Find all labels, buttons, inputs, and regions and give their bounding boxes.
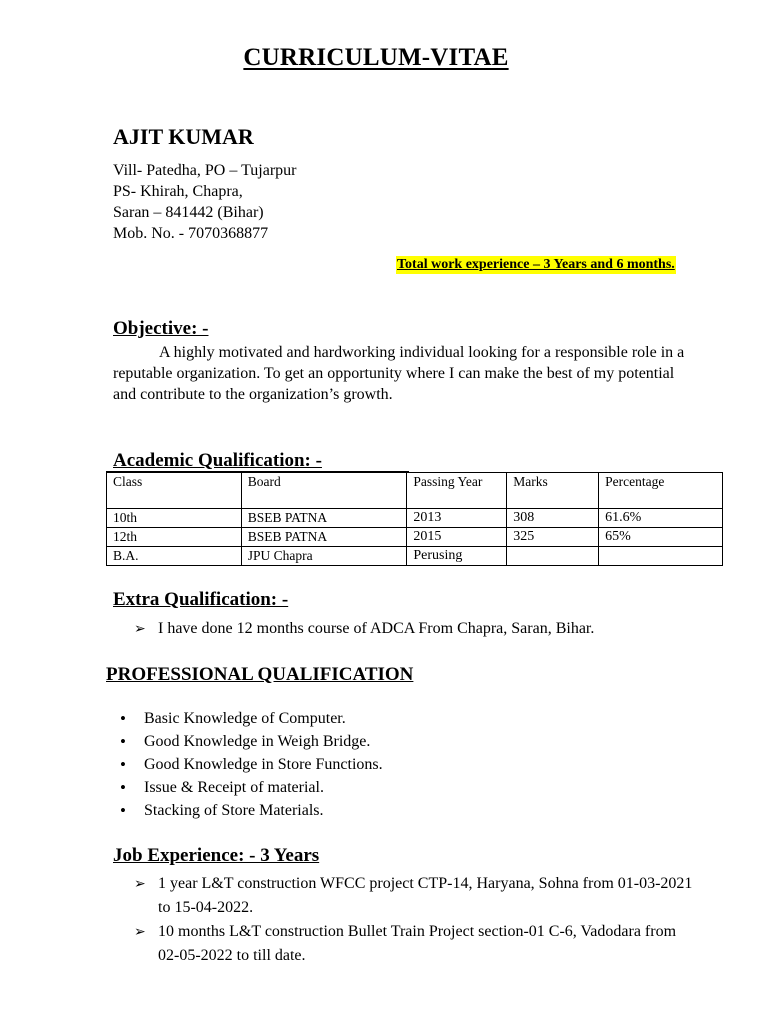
list-item: ➢ 10 months L&T construction Bullet Train Project section-01 C-6, Vadodara from 02-05-2022 to till date. — [134, 920, 694, 968]
table-header-cell: Marks — [507, 473, 599, 509]
extra-qualification-heading: Extra Qualification: - — [113, 589, 289, 610]
table-header-cell: Board — [241, 473, 407, 509]
candidate-name: AJIT KUMAR — [113, 124, 254, 149]
job-experience-list — [134, 872, 694, 968]
table-header-cell: Class — [107, 473, 242, 509]
document-title: CURRICULUM-VITAE — [243, 44, 509, 71]
table-cell — [507, 547, 599, 566]
list-item: • Good Knowledge in Store Functions. — [120, 753, 383, 776]
list-item: ➢ I have done 12 months course of ADCA From Chapra, Saran, Bihar. — [134, 617, 694, 641]
objective-text: A highly motivated and hardworking individual looking for a responsible role in a reputable organization. To get an opportunity where I can make the best of my potential and contribute to the organization’s growth. — [113, 344, 685, 403]
list-item: • Stacking of Store Materials. — [120, 799, 383, 822]
academic-heading: Academic Qualification: - — [113, 450, 322, 471]
list-item: • Good Knowledge in Weigh Bridge. — [120, 730, 383, 753]
professional-heading: PROFESSIONAL QUALIFICATION — [106, 664, 414, 685]
academic-table — [106, 472, 723, 566]
table-cell: BSEB PATNA — [241, 509, 407, 528]
address-line: Vill- Patedha, PO – Tujarpur — [113, 162, 297, 179]
table-row — [107, 547, 723, 566]
job-experience-heading: Job Experience: - 3 Years — [113, 845, 320, 866]
table-header-cell: Passing Year — [407, 473, 507, 509]
table-cell: 2015 — [407, 528, 507, 547]
table-cell: 2013 — [407, 509, 507, 528]
table-header-row — [107, 473, 723, 509]
total-experience-highlight: Total work experience – 3 Years and 6 months. — [397, 257, 675, 272]
table-cell: 10th — [107, 509, 242, 528]
professional-list — [120, 707, 383, 822]
objective-heading: Objective: - — [113, 318, 209, 339]
table-cell: B.A. — [107, 547, 242, 566]
table-cell: BSEB PATNA — [241, 528, 407, 547]
list-item: • Basic Knowledge of Computer. — [120, 707, 383, 730]
address-line: Saran – 841442 (Bihar) — [113, 204, 264, 221]
list-item: ➢ 1 year L&T construction WFCC project CTP-14, Haryana, Sohna from 01-03-2021 to 15-04-2022. — [134, 872, 694, 920]
table-cell: 61.6% — [599, 509, 723, 528]
address-block — [113, 160, 296, 244]
address-line: PS- Khirah, Chapra, — [113, 183, 243, 200]
table-cell: 325 — [507, 528, 599, 547]
table-cell — [599, 547, 723, 566]
table-cell: 12th — [107, 528, 242, 547]
table-cell: 65% — [599, 528, 723, 547]
list-item: • Issue & Receipt of material. — [120, 776, 383, 799]
table-header-cell: Percentage — [599, 473, 723, 509]
table-cell: Perusing — [407, 547, 507, 566]
extra-qualification-list — [134, 617, 694, 641]
table-row — [107, 528, 723, 547]
table-row — [107, 509, 723, 528]
table-cell: 308 — [507, 509, 599, 528]
table-cell: JPU Chapra — [241, 547, 407, 566]
mobile-number: Mob. No. - 7070368877 — [113, 225, 269, 242]
